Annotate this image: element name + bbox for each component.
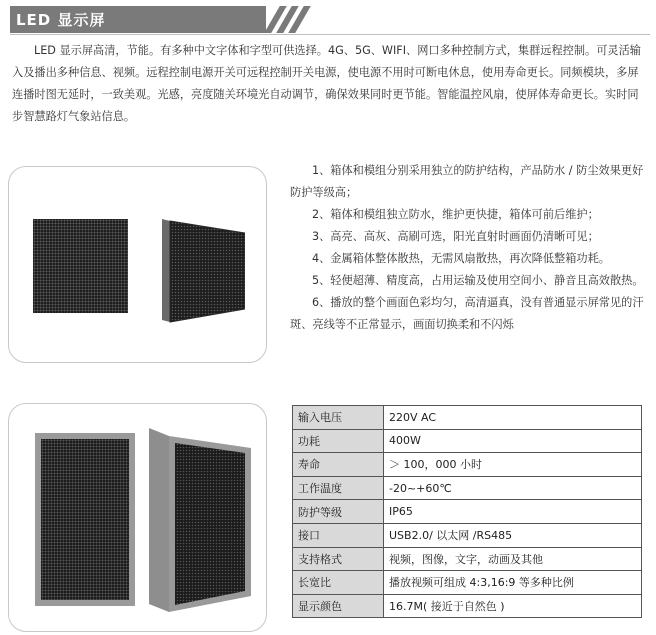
feature-item: 6、播放的整个画面色彩均匀，高清逼真，没有普通显示屏常见的汗斑、亮线等不正常显示，画面切换柔和不闪烁 <box>290 296 644 331</box>
spec-value: 220V AC <box>384 406 642 430</box>
module-image-panel <box>8 403 267 632</box>
led-cabinet-front-image <box>33 219 128 313</box>
spec-table <box>292 405 642 618</box>
header-divider <box>10 34 650 35</box>
spec-key: 输入电压 <box>293 406 384 430</box>
spec-value: -20~+60℃ <box>384 476 642 500</box>
section-header <box>10 6 298 33</box>
led-module-panel <box>41 439 129 600</box>
spec-value: ＞ 100，000 小时 <box>384 453 642 477</box>
table-row <box>293 594 642 618</box>
table-row <box>293 476 642 500</box>
led-module-angled-image <box>149 428 251 612</box>
led-module-front-image <box>35 433 135 606</box>
spec-key: 工作温度 <box>293 476 384 500</box>
spec-value: IP65 <box>384 500 642 524</box>
cabinet-image-panel <box>8 166 267 363</box>
spec-key: 寿命 <box>293 453 384 477</box>
feature-item: 3、高亮、高灰、高刷可选，阳光直射时画面仍清晰可见； <box>312 230 599 243</box>
page-title: LED 显示屏 <box>16 11 106 29</box>
led-cabinet-angled-image <box>162 219 245 324</box>
spec-value: 400W <box>384 429 642 453</box>
table-row <box>293 571 642 595</box>
table-row <box>293 406 642 430</box>
spec-key: 功耗 <box>293 429 384 453</box>
table-row <box>293 547 642 571</box>
spec-value: 视频，图像，文字，动画及其他 <box>384 547 642 571</box>
table-row <box>293 453 642 477</box>
feature-item: 2、箱体和模组独立防水，维护更快捷，箱体可前后维护； <box>312 208 599 221</box>
spec-key: 支持格式 <box>293 547 384 571</box>
table-row <box>293 500 642 524</box>
spec-key: 接口 <box>293 523 384 547</box>
spec-key: 长宽比 <box>293 571 384 595</box>
feature-item: 5、轻便超薄、精度高，占用运输及使用空间小、静音且高效散热。 <box>312 274 644 287</box>
feature-item: 4、金属箱体整体散热，无需风扇散热，再次降低整箱功耗。 <box>312 252 610 265</box>
spec-value: 16.7M( 接近于自然色 ) <box>384 594 642 618</box>
intro-paragraph: LED 显示屏高清，节能。有多种中文字体和字型可供选择。4G、5G、WIFI、网口多种控制方式，集群远程控制。可灵活输入及播出多种信息、视频。远程控制电源开关可远程控制开关电源，使电源不用时可断电休息，使用寿命更长。同频模块，多屏连播时图无延时，一致美观。光感，亮度随关环境光自动调节，确保效果同时更节能。智能温控风扇，使屏体寿命更长。实时同步智慧路灯气象站信息。 <box>12 44 641 123</box>
table-row <box>293 429 642 453</box>
spec-key: 显示颜色 <box>293 594 384 618</box>
table-row <box>293 523 642 547</box>
spec-value: USB2.0/ 以太网 /RS485 <box>384 523 642 547</box>
feature-list <box>290 160 646 336</box>
spec-value: 播放视频可组成 4:3,16:9 等多种比例 <box>384 571 642 595</box>
feature-item: 1、箱体和模组分别采用独立的防护结构，产品防水 / 防尘效果更好防护等级高； <box>290 164 644 199</box>
spec-key: 防护等级 <box>293 500 384 524</box>
